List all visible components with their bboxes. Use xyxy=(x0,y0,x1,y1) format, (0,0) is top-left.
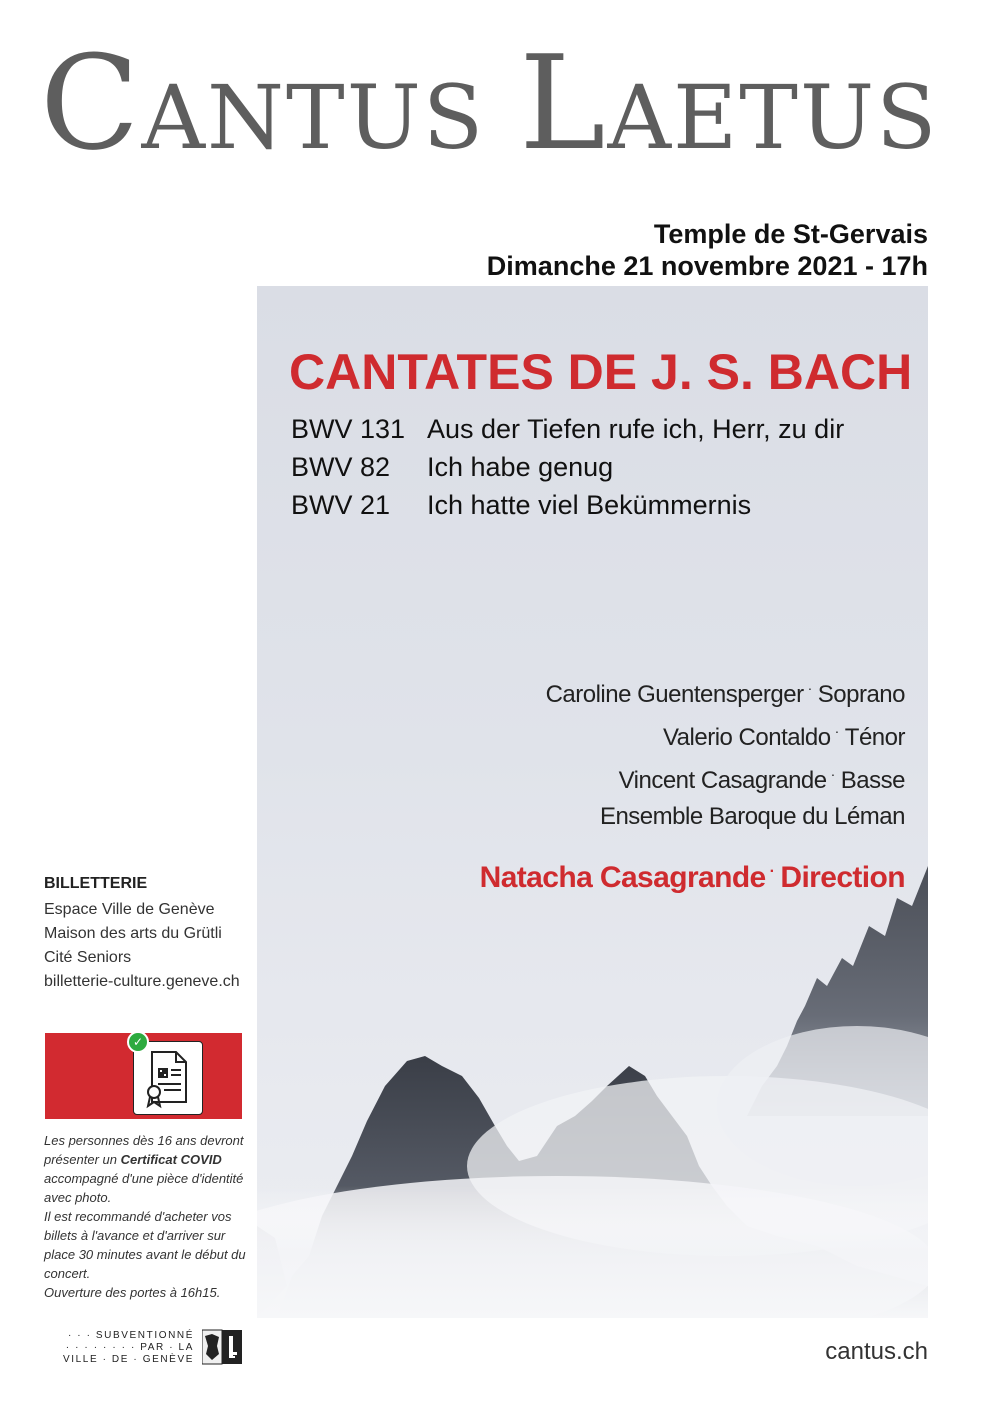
geneva-crest-icon xyxy=(202,1328,242,1366)
ticket-website[interactable]: billetterie-culture.geneve.ch xyxy=(44,973,240,990)
event-info xyxy=(487,218,928,282)
brand-word-laetus: LAETUS xyxy=(519,27,939,179)
sponsor-logo xyxy=(44,1328,259,1370)
ticket-heading: BILLETTERIE xyxy=(44,875,148,892)
director-name: Natacha Casagrande xyxy=(479,861,766,894)
cast-member xyxy=(546,714,905,757)
website-link[interactable]: cantus.ch xyxy=(825,1338,928,1365)
brand-word-cantus: CANTUS xyxy=(40,27,486,179)
ticket-location: Maison des arts du Grütli xyxy=(44,925,222,942)
cast-role: Ténor xyxy=(844,724,905,751)
ticket-info xyxy=(44,872,240,994)
certificate-icon xyxy=(134,1042,202,1114)
director-role: Direction xyxy=(780,861,905,894)
cast-member xyxy=(546,757,905,800)
document-icon xyxy=(133,1041,203,1115)
cast-member xyxy=(546,800,905,843)
qr-code-icon xyxy=(158,1068,168,1078)
venue-name: Temple de St-Gervais xyxy=(653,219,928,249)
ensemble-name: Ensemble Baroque du Léman xyxy=(599,803,905,830)
ticket-location: Cité Seniors xyxy=(44,949,132,966)
event-date: Dimanche 21 novembre 2021 - 17h xyxy=(486,251,928,281)
work-bwv: BWV 131 xyxy=(291,414,406,444)
ticket-location: Espace Ville de Genève xyxy=(44,901,215,918)
sponsor-text: · · · SUBVENTIONNÉ · · · · · · · · PAR · LA VILLE · DE · GENÈVE xyxy=(63,1330,194,1365)
cast-role: Soprano xyxy=(817,681,905,708)
poster-panel xyxy=(257,286,928,1318)
covid-certificate-badge xyxy=(45,1033,242,1119)
separator-dot: · xyxy=(834,723,839,739)
cast-name: Valerio Contaldo xyxy=(662,724,831,751)
certificate-covid-emphasis: Certificat COVID xyxy=(120,1152,222,1167)
program-title: CANTATES DE J. S. BACH xyxy=(289,344,913,400)
cast-name: Vincent Casagrande xyxy=(618,767,827,794)
work-name: Ich hatte viel Bekümmernis xyxy=(427,490,752,520)
separator-dot: · xyxy=(807,680,812,696)
brand-title xyxy=(40,27,972,179)
work-item xyxy=(291,410,844,448)
work-name: Aus der Tiefen rufe ich, Herr, zu dir xyxy=(427,414,845,444)
work-bwv: BWV 21 xyxy=(291,490,391,520)
cast-name: Caroline Guentensperger xyxy=(545,681,804,708)
work-item xyxy=(291,448,844,486)
cast-member xyxy=(546,671,905,714)
covid-note: Les personnes dès 16 ans devront présenter un Certificat COVID accompagné d'une pièce d'identité avec photo. Il est recommandé d'acheter vos billets à l'avance et d'arriver sur place 30 minutes avant le début du concert. Ouverture des portes à 16h15. xyxy=(44,1133,246,1300)
director-credit xyxy=(480,854,905,896)
work-list xyxy=(291,410,844,524)
separator-dot: · xyxy=(769,863,775,880)
work-name: Ich habe genug xyxy=(427,452,614,482)
check-icon: ✓ xyxy=(127,1031,149,1053)
work-item xyxy=(291,486,844,524)
separator-dot: · xyxy=(830,766,835,782)
cast-list xyxy=(546,671,905,843)
work-bwv: BWV 82 xyxy=(291,452,391,482)
cast-role: Basse xyxy=(840,767,905,794)
